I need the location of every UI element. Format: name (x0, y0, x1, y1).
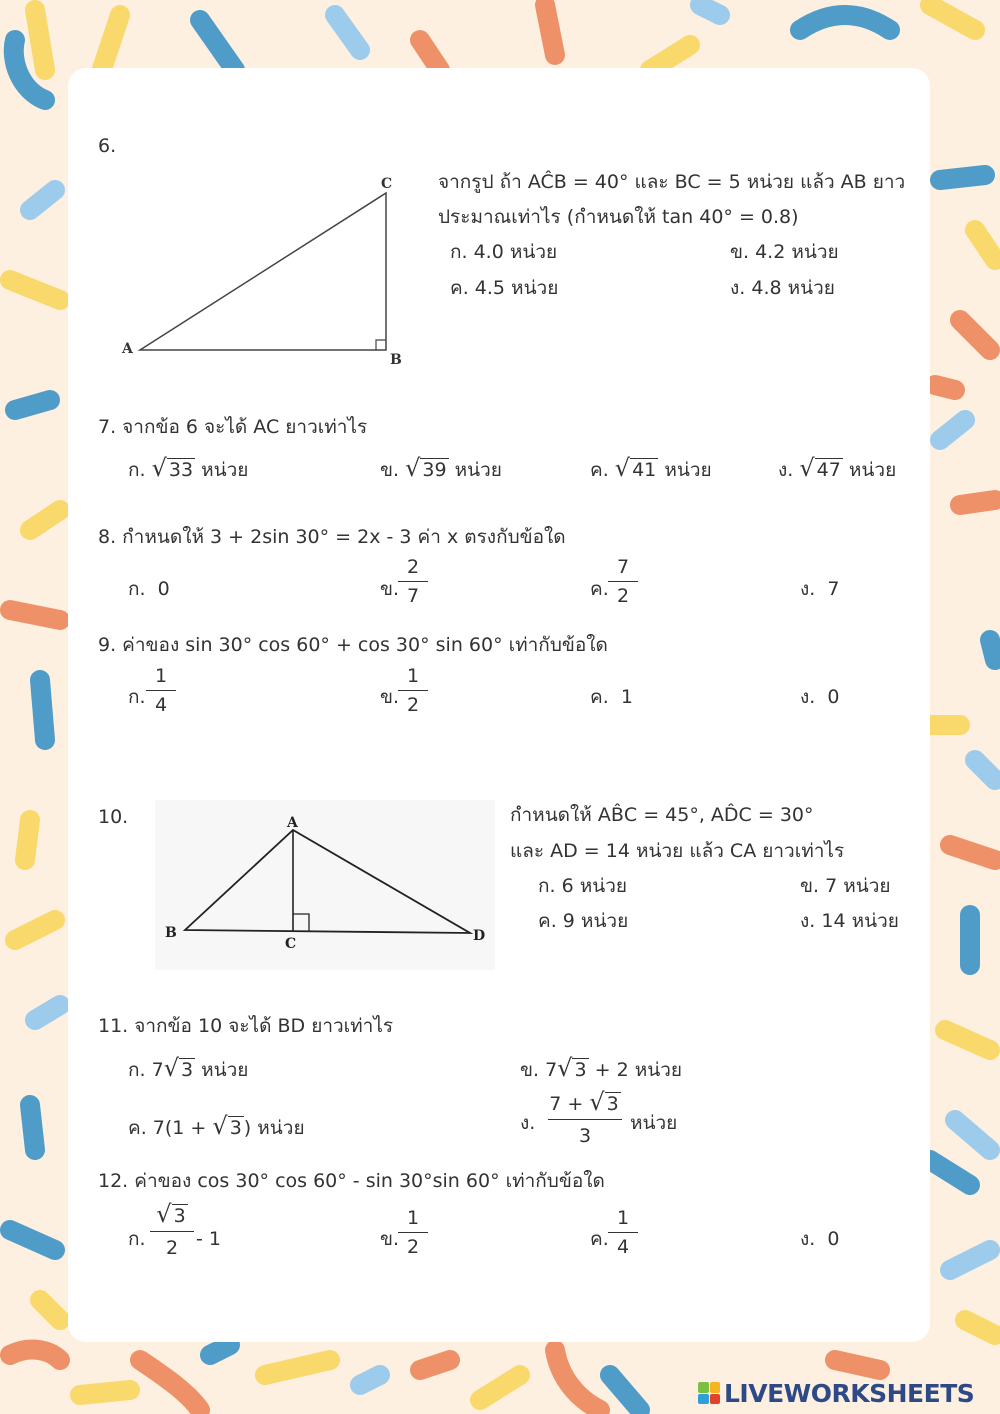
choice-value: 0 (827, 686, 840, 708)
q7-choice-c[interactable] (590, 456, 712, 480)
coefficient: 7 (545, 1059, 558, 1081)
q6-choice-a[interactable]: ก. 4.0 หน่วย (450, 241, 558, 263)
q11-choice-b[interactable] (520, 1056, 682, 1080)
q10-label-b: B (165, 925, 177, 941)
choice-value: 7 (827, 578, 840, 600)
unit: หน่วย (664, 459, 712, 481)
numerator-prefix: 7 + (549, 1093, 584, 1115)
numerator: 1 (406, 1207, 420, 1229)
q9-choice-b-fraction[interactable] (398, 664, 428, 717)
q9-choice-d[interactable] (800, 688, 840, 707)
expression-suffix: ) (243, 1117, 252, 1139)
radicand: 3 (606, 1093, 619, 1115)
radicand: 3 (574, 1059, 587, 1081)
q12-choice-a-tail: - 1 (196, 1228, 221, 1250)
choice-label: ก. (128, 459, 146, 481)
q6-choice-d[interactable]: ง. 4.8 หน่วย (730, 277, 835, 299)
q9-choice-c[interactable] (590, 688, 633, 707)
choice-label: ข. (380, 459, 400, 481)
q10-choice-a[interactable]: ก. 6 หน่วย (538, 875, 628, 897)
numerator (548, 1088, 622, 1116)
radicand: 3 (229, 1117, 242, 1139)
radicand: 41 (632, 459, 657, 481)
unit: หน่วย (201, 1059, 249, 1081)
denominator: 2 (165, 1237, 179, 1259)
q9-choice-a-fraction[interactable] (146, 664, 176, 717)
choice-value: 0 (827, 1228, 840, 1250)
choice-label: ง. (800, 686, 816, 708)
q12-choice-c-fraction[interactable] (608, 1206, 638, 1259)
sqrt-expression: √ 3 (156, 1200, 186, 1228)
unit: หน่วย (201, 459, 249, 481)
q8-choice-a[interactable] (128, 580, 170, 599)
q9-prompt: 9. ค่าของ sin 30° cos 60° + cos 30° sin 60° เท่ากับข้อใด (98, 634, 608, 656)
unit: หน่วย (454, 459, 502, 481)
q6-choice-b[interactable]: ข. 4.2 หน่วย (730, 241, 839, 263)
q7-choice-d[interactable] (778, 456, 896, 480)
liveworksheets-logo-icon (698, 1382, 720, 1404)
q11-choice-d-unit: หน่วย (630, 1112, 678, 1134)
q11-choice-d-fraction[interactable] (548, 1088, 622, 1149)
q7-choice-b[interactable] (380, 456, 502, 480)
coefficient: 7 (151, 1059, 164, 1081)
q6-label-c: C (381, 176, 393, 192)
unit: หน่วย (634, 1059, 683, 1081)
denominator: 3 (578, 1125, 592, 1147)
q9-choice-b-label[interactable]: ข. (380, 686, 400, 708)
q7-prompt: 7. จากข้อ 6 จะได้ AC ยาวเท่าไร (98, 416, 368, 438)
choice-label: ง. (778, 459, 794, 481)
q8-prompt: 8. กำหนดให้ 3 + 2sin 30° = 2x - 3 ค่า x ตรงกับข้อใด (98, 526, 566, 548)
q11-prompt: 11. จากข้อ 10 จะได้ BD ยาวเท่าไร (98, 1015, 394, 1037)
q6-number: 6. (98, 135, 117, 157)
liveworksheets-logo[interactable] (698, 1378, 974, 1408)
radicand: 3 (173, 1205, 186, 1227)
numerator (150, 1200, 194, 1228)
sqrt-expression: √ 3 (212, 1112, 242, 1140)
q10-triangle-figure (155, 800, 495, 970)
denominator: 2 (406, 694, 420, 716)
q10-prompt-line1: กำหนดให้ AB̂C = 45°, AD̂C = 30° (510, 804, 814, 826)
addend: + 2 (594, 1059, 629, 1081)
q12-choice-b-fraction[interactable] (398, 1206, 428, 1259)
choice-label: ค. (590, 459, 609, 481)
sqrt-expression: √ 33 (151, 454, 194, 482)
q11-choice-d-label[interactable]: ง. (520, 1112, 536, 1134)
q10-label-c: C (285, 936, 297, 952)
choice-label: ก. (128, 1059, 146, 1081)
numerator: 1 (406, 665, 420, 687)
radicand: 33 (168, 459, 194, 481)
sqrt-expression: √ 3 (163, 1054, 194, 1082)
choice-label: ง. (800, 1228, 816, 1250)
numerator: 2 (406, 556, 420, 578)
q10-number: 10. (98, 806, 129, 828)
q6-prompt-line2: ประมาณเท่าไร (กำหนดให้ tan 40° = 0.8) (438, 206, 799, 228)
sqrt-expression: √ 41 (614, 454, 657, 482)
choice-label: ก. (128, 578, 146, 600)
q10-choice-b[interactable]: ข. 7 หน่วย (800, 875, 891, 897)
brand-name: LIVEWORKSHEETS (724, 1378, 975, 1408)
denominator: 4 (616, 1236, 630, 1258)
q12-choice-b-label[interactable]: ข. (380, 1228, 400, 1250)
q10-choice-d[interactable]: ง. 14 หน่วย (800, 910, 899, 932)
q10-label-d: D (473, 928, 486, 944)
denominator: 2 (616, 585, 630, 607)
radicand: 3 (180, 1059, 194, 1081)
q11-choice-a[interactable] (128, 1056, 248, 1080)
sqrt-expression: √ 3 (557, 1054, 587, 1082)
numerator: 1 (154, 665, 168, 687)
sqrt-expression: √ 3 (589, 1088, 619, 1116)
q10-choice-c[interactable]: ค. 9 หน่วย (538, 910, 629, 932)
q12-choice-c-label[interactable]: ค. (590, 1228, 609, 1250)
choice-label: ง. (800, 578, 816, 600)
unit: หน่วย (257, 1117, 305, 1139)
q6-choice-c[interactable]: ค. 4.5 หน่วย (450, 277, 559, 299)
q12-choice-a-label[interactable]: ก. (128, 1228, 146, 1250)
denominator: 2 (406, 1236, 420, 1258)
q7-choice-a[interactable] (128, 456, 248, 480)
q6-label-b: B (390, 352, 402, 368)
radicand: 47 (816, 459, 841, 481)
q8-choice-d[interactable] (800, 580, 840, 599)
denominator: 4 (154, 694, 168, 716)
q12-choice-a-fraction[interactable] (150, 1200, 194, 1261)
q12-prompt: 12. ค่าของ cos 30° cos 60° - sin 30°sin 60° เท่ากับข้อใด (98, 1170, 605, 1192)
expression-prefix: 7(1 + (152, 1117, 207, 1139)
unit: หน่วย (848, 459, 897, 481)
numerator: 7 (616, 556, 630, 578)
denominator: 7 (406, 585, 420, 607)
q8-choice-c-label[interactable]: ค. (590, 578, 609, 600)
q8-choice-b-label[interactable]: ข. (380, 578, 400, 600)
q9-choice-a-label[interactable]: ก. (128, 686, 146, 708)
sqrt-expression: √ 47 (799, 454, 841, 482)
q6-label-a: A (122, 341, 133, 357)
numerator: 1 (616, 1207, 630, 1229)
q10-prompt-line2: และ AD = 14 หน่วย แล้ว CA ยาวเท่าไร (510, 840, 845, 862)
choice-value: 0 (157, 578, 170, 600)
q11-choice-c[interactable] (128, 1114, 305, 1138)
choice-label: ค. (590, 686, 609, 708)
choice-value: 1 (620, 686, 633, 708)
q6-prompt-line1: จากรูป ถ้า AĈB = 40° และ BC = 5 หน่วย แล้ว AB ยาว (438, 171, 906, 193)
radicand: 39 (422, 459, 447, 481)
q12-choice-d[interactable] (800, 1230, 840, 1249)
sqrt-expression: √ 39 (405, 454, 447, 482)
q6-triangle-figure (110, 170, 410, 370)
q8-choice-c-fraction[interactable] (608, 555, 638, 608)
choice-label: ข. (520, 1059, 540, 1081)
choice-label: ค. (128, 1117, 147, 1139)
q8-choice-b-fraction[interactable] (398, 555, 428, 608)
q10-label-a: A (287, 815, 298, 831)
